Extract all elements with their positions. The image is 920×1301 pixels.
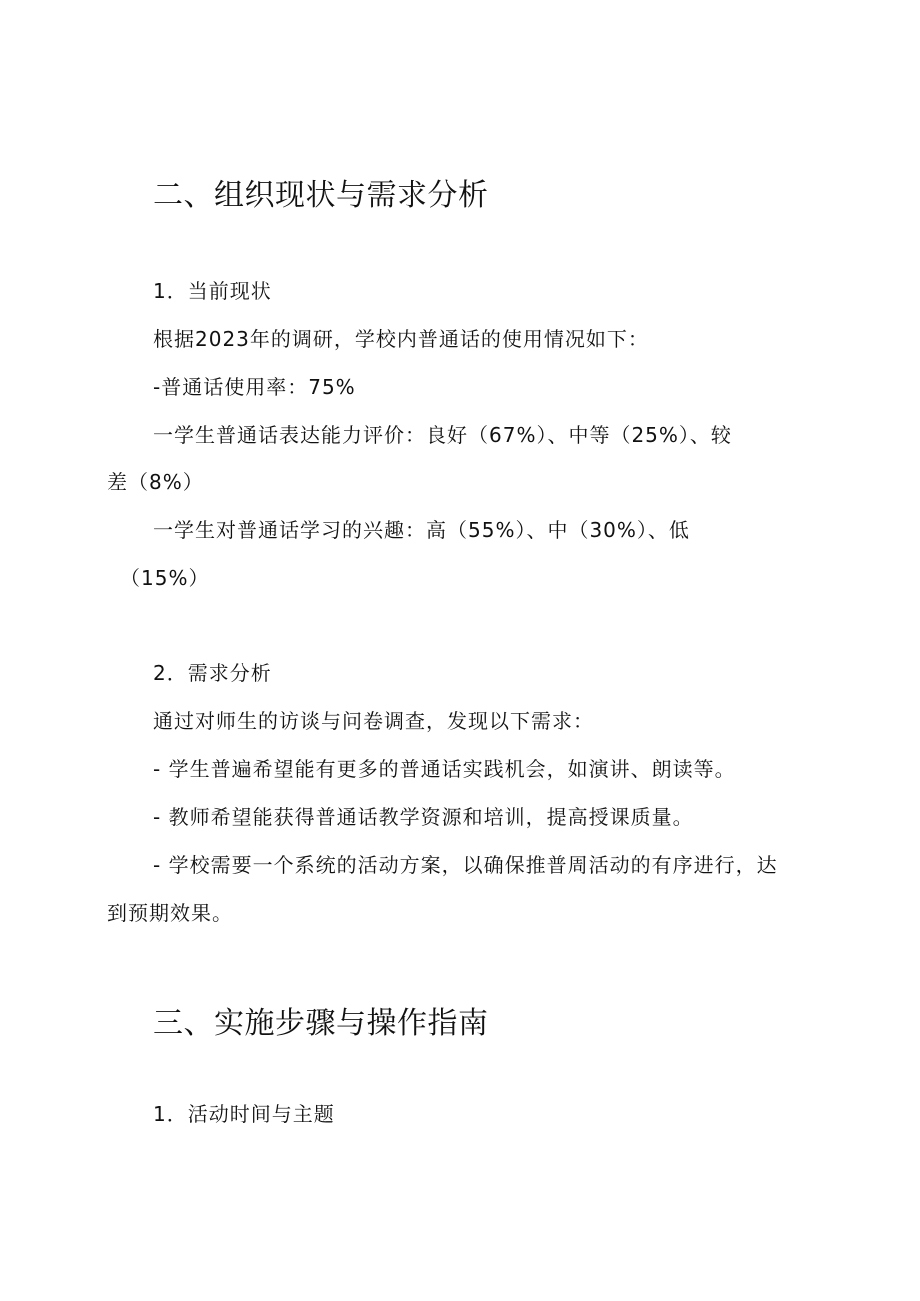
subsection-title-current-status: 1．当前现状 xyxy=(153,279,272,303)
list-item-student-needs: - 学生普遍希望能有更多的普通话实践机会，如演讲、朗读等。 xyxy=(153,757,736,781)
paragraph-needs-intro: 通过对师生的访谈与问卷调查，发现以下需求： xyxy=(153,709,594,733)
list-item-expression-ability-cont: 差（8%） xyxy=(107,470,204,494)
list-item-usage-rate: -普通话使用率：75% xyxy=(153,375,356,399)
list-item-learning-interest: 一学生对普通话学习的兴趣：高（55%）、中（30%）、低 xyxy=(153,518,690,542)
section-title-implementation-steps: 三、实施步骤与操作指南 xyxy=(153,1006,489,1041)
list-item-school-needs: - 学校需要一个系统的活动方案，以确保推普周活动的有序进行，达 xyxy=(153,853,778,877)
subsection-title-activity-time-theme: 1．活动时间与主题 xyxy=(153,1102,335,1126)
section-title-organization-status: 二、组织现状与需求分析 xyxy=(153,178,489,213)
list-item-expression-ability: 一学生普通话表达能力评价：良好（67%）、中等（25%）、较 xyxy=(153,423,732,447)
list-item-school-needs-cont: 到预期效果。 xyxy=(107,901,233,925)
subsection-title-needs-analysis: 2．需求分析 xyxy=(153,661,272,685)
list-item-learning-interest-cont: （15%） xyxy=(120,566,210,590)
paragraph-survey-intro: 根据2023年的调研，学校内普通话的使用情况如下： xyxy=(153,327,649,351)
list-item-teacher-needs: - 教师希望能获得普通话教学资源和培训，提高授课质量。 xyxy=(153,805,694,829)
